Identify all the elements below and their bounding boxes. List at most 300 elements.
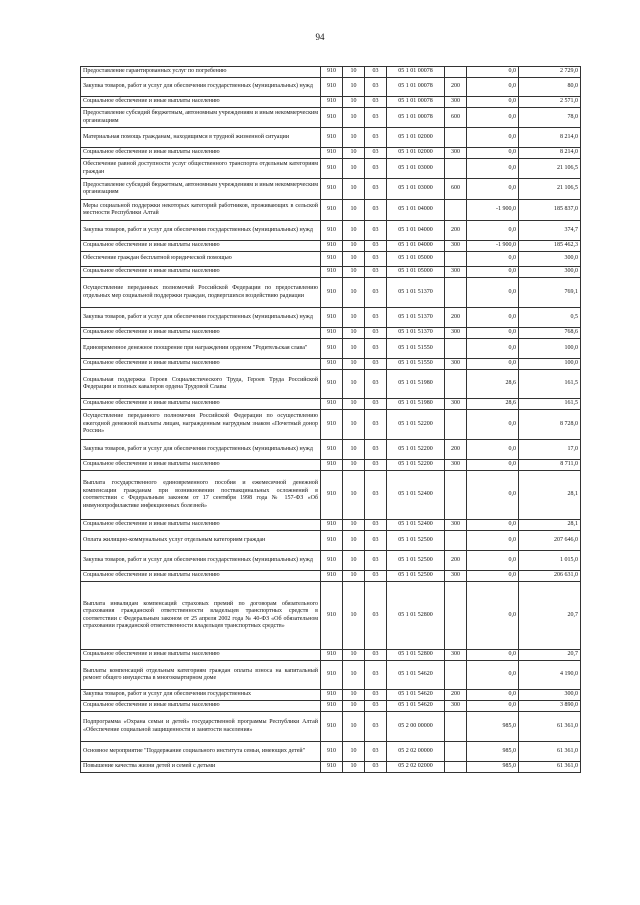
row-podrazdel: 03 [365, 108, 387, 128]
row-vedomstvo: 910 [321, 690, 343, 701]
row-name: Основное мероприятие "Поддержание социального института семьи, имеющих детей" [81, 742, 321, 762]
row-expense-type: 300 [445, 460, 467, 471]
table-row [81, 97, 581, 108]
row-razdel: 10 [343, 471, 365, 520]
row-total-amount: 2 729,0 [519, 67, 581, 78]
row-change-amount: 985,0 [467, 742, 519, 762]
row-name: Закупка товаров, работ и услуг для обеспечения государственных (муниципальных) нужд [81, 78, 321, 97]
row-podrazdel: 03 [365, 571, 387, 582]
table-row [81, 571, 581, 582]
row-vedomstvo: 910 [321, 440, 343, 460]
table-row [81, 221, 581, 241]
table-row [81, 690, 581, 701]
table-row [81, 267, 581, 278]
row-total-amount: 8 728,0 [519, 410, 581, 440]
row-podrazdel: 03 [365, 252, 387, 267]
row-vedomstvo: 910 [321, 200, 343, 221]
row-name: Закупка товаров, работ и услуг для обеспечения государственных [81, 690, 321, 701]
row-expense-type: 300 [445, 571, 467, 582]
row-vedomstvo: 910 [321, 661, 343, 690]
row-razdel: 10 [343, 267, 365, 278]
row-total-amount: 28,1 [519, 520, 581, 531]
row-expense-type: 300 [445, 241, 467, 252]
row-target-article: 05 2 02 02000 [387, 762, 445, 773]
row-podrazdel: 03 [365, 221, 387, 241]
row-podrazdel: 03 [365, 370, 387, 399]
row-podrazdel: 03 [365, 97, 387, 108]
row-razdel: 10 [343, 241, 365, 252]
row-razdel: 10 [343, 359, 365, 370]
row-expense-type: 300 [445, 97, 467, 108]
row-razdel: 10 [343, 582, 365, 650]
row-change-amount: 0,0 [467, 221, 519, 241]
row-razdel: 10 [343, 531, 365, 551]
row-total-amount: 61 361,0 [519, 762, 581, 773]
row-target-article: 05 1 01 52500 [387, 531, 445, 551]
row-vedomstvo: 910 [321, 159, 343, 179]
row-vedomstvo: 910 [321, 742, 343, 762]
row-razdel: 10 [343, 221, 365, 241]
table-row [81, 582, 581, 650]
row-expense-type: 300 [445, 520, 467, 531]
row-name: Предоставление субсидий бюджетным, автономным учреждениям и иным некоммерческим организациям [81, 179, 321, 200]
row-name: Оплата жилищно-коммунальных услуг отдельным категориям граждан [81, 531, 321, 551]
row-podrazdel: 03 [365, 67, 387, 78]
row-total-amount: 20,7 [519, 582, 581, 650]
row-total-amount: 61 361,0 [519, 742, 581, 762]
table-row [81, 359, 581, 370]
row-total-amount: 61 361,0 [519, 712, 581, 742]
row-expense-type: 300 [445, 359, 467, 370]
row-vedomstvo: 910 [321, 128, 343, 148]
row-vedomstvo: 910 [321, 551, 343, 571]
row-vedomstvo: 910 [321, 241, 343, 252]
row-expense-type: 200 [445, 221, 467, 241]
row-podrazdel: 03 [365, 159, 387, 179]
row-change-amount: 0,0 [467, 701, 519, 712]
row-name: Предоставление субсидий бюджетным, автономным учреждениям и иным некоммерческим организациям [81, 108, 321, 128]
row-expense-type [445, 278, 467, 308]
row-expense-type: 300 [445, 399, 467, 410]
row-target-article: 05 1 01 51370 [387, 328, 445, 339]
row-name: Социальное обеспечение и иные выплаты населению [81, 359, 321, 370]
row-target-article: 05 1 01 04000 [387, 241, 445, 252]
row-target-article: 05 2 00 00000 [387, 712, 445, 742]
row-expense-type [445, 762, 467, 773]
row-name: Социальная поддержка Героев Социалистического Труда, Героев Труда Российской Федерации и полных кавалеров ордена Трудовой Славы [81, 370, 321, 399]
row-vedomstvo: 910 [321, 328, 343, 339]
row-vedomstvo: 910 [321, 108, 343, 128]
row-name: Осуществление переданных полномочий Российской Федерации по предоставлению отдельных мер социальной поддержки граждан, подвергшихся воздействию радиации [81, 278, 321, 308]
row-podrazdel: 03 [365, 410, 387, 440]
row-total-amount: 1 015,0 [519, 551, 581, 571]
row-total-amount: 8 214,0 [519, 128, 581, 148]
row-expense-type: 600 [445, 179, 467, 200]
row-vedomstvo: 910 [321, 531, 343, 551]
row-razdel: 10 [343, 690, 365, 701]
row-name: Социальное обеспечение и иные выплаты населению [81, 97, 321, 108]
row-razdel: 10 [343, 410, 365, 440]
row-total-amount: 100,0 [519, 359, 581, 370]
table-body [81, 67, 581, 773]
row-podrazdel: 03 [365, 471, 387, 520]
row-razdel: 10 [343, 571, 365, 582]
row-podrazdel: 03 [365, 128, 387, 148]
row-change-amount: 0,0 [467, 328, 519, 339]
table-row [81, 701, 581, 712]
row-expense-type [445, 67, 467, 78]
row-target-article: 05 1 01 02000 [387, 148, 445, 159]
row-razdel: 10 [343, 762, 365, 773]
table-row [81, 531, 581, 551]
row-total-amount: 161,5 [519, 399, 581, 410]
row-razdel: 10 [343, 148, 365, 159]
row-total-amount: 300,0 [519, 267, 581, 278]
row-vedomstvo: 910 [321, 359, 343, 370]
row-name: Единовременное денежное поощрение при награждении орденом "Родительская слава" [81, 339, 321, 359]
row-vedomstvo: 910 [321, 97, 343, 108]
row-name: Социальное обеспечение и иные выплаты населению [81, 701, 321, 712]
row-vedomstvo: 910 [321, 221, 343, 241]
row-change-amount: 0,0 [467, 690, 519, 701]
row-expense-type [445, 339, 467, 359]
row-vedomstvo: 910 [321, 701, 343, 712]
row-total-amount: 769,1 [519, 278, 581, 308]
row-name: Социальное обеспечение и иные выплаты населению [81, 148, 321, 159]
table-row [81, 78, 581, 97]
row-name: Социальное обеспечение и иные выплаты населению [81, 571, 321, 582]
row-target-article: 05 1 01 52800 [387, 650, 445, 661]
table-row [81, 339, 581, 359]
row-total-amount: 80,0 [519, 78, 581, 97]
row-razdel: 10 [343, 97, 365, 108]
table-row [81, 159, 581, 179]
row-name: Закупка товаров, работ и услуг для обеспечения государственных (муниципальных) нужд [81, 308, 321, 328]
row-expense-type: 200 [445, 308, 467, 328]
row-change-amount: 0,0 [467, 339, 519, 359]
row-target-article: 05 1 01 00078 [387, 97, 445, 108]
row-change-amount: 0,0 [467, 267, 519, 278]
row-change-amount: 0,0 [467, 661, 519, 690]
table-row [81, 179, 581, 200]
table-row [81, 410, 581, 440]
row-expense-type: 200 [445, 690, 467, 701]
row-target-article: 05 1 01 52200 [387, 410, 445, 440]
row-podrazdel: 03 [365, 661, 387, 690]
row-razdel: 10 [343, 78, 365, 97]
row-target-article: 05 1 01 04000 [387, 200, 445, 221]
row-expense-type: 300 [445, 701, 467, 712]
row-name: Социальное обеспечение и иные выплаты населению [81, 650, 321, 661]
row-podrazdel: 03 [365, 308, 387, 328]
row-name: Социальное обеспечение и иные выплаты населению [81, 267, 321, 278]
row-change-amount: 0,0 [467, 252, 519, 267]
row-name: Закупка товаров, работ и услуг для обеспечения государственных (муниципальных) нужд [81, 221, 321, 241]
row-total-amount: 78,0 [519, 108, 581, 128]
row-change-amount: 0,0 [467, 571, 519, 582]
row-change-amount: 0,0 [467, 440, 519, 460]
row-podrazdel: 03 [365, 339, 387, 359]
row-change-amount: -1 900,0 [467, 200, 519, 221]
row-name: Материальная помощь гражданам, находящимся в трудной жизненной ситуации [81, 128, 321, 148]
row-razdel: 10 [343, 252, 365, 267]
row-podrazdel: 03 [365, 278, 387, 308]
row-total-amount: 8 711,0 [519, 460, 581, 471]
row-vedomstvo: 910 [321, 78, 343, 97]
row-vedomstvo: 910 [321, 339, 343, 359]
row-expense-type [445, 200, 467, 221]
row-razdel: 10 [343, 179, 365, 200]
row-vedomstvo: 910 [321, 571, 343, 582]
row-razdel: 10 [343, 650, 365, 661]
row-target-article: 05 1 01 52400 [387, 471, 445, 520]
table-row [81, 278, 581, 308]
row-change-amount: 0,0 [467, 108, 519, 128]
table-row [81, 551, 581, 571]
table-row [81, 370, 581, 399]
table-row [81, 308, 581, 328]
row-podrazdel: 03 [365, 701, 387, 712]
row-vedomstvo: 910 [321, 650, 343, 661]
table-row [81, 148, 581, 159]
row-podrazdel: 03 [365, 520, 387, 531]
row-razdel: 10 [343, 328, 365, 339]
row-target-article: 05 1 01 03000 [387, 159, 445, 179]
row-change-amount: 985,0 [467, 762, 519, 773]
table-row [81, 399, 581, 410]
row-total-amount: 207 646,0 [519, 531, 581, 551]
row-target-article: 05 1 01 52200 [387, 440, 445, 460]
row-target-article: 05 1 01 05000 [387, 267, 445, 278]
row-change-amount: 0,0 [467, 179, 519, 200]
row-expense-type: 200 [445, 78, 467, 97]
row-target-article: 05 1 01 51550 [387, 359, 445, 370]
row-total-amount: 300,0 [519, 690, 581, 701]
row-vedomstvo: 910 [321, 308, 343, 328]
row-vedomstvo: 910 [321, 410, 343, 440]
row-target-article: 05 1 01 00078 [387, 78, 445, 97]
row-change-amount: 0,0 [467, 128, 519, 148]
row-total-amount: 4 190,0 [519, 661, 581, 690]
row-change-amount: 0,0 [467, 460, 519, 471]
row-podrazdel: 03 [365, 690, 387, 701]
row-target-article: 05 1 01 52400 [387, 520, 445, 531]
row-change-amount: 0,0 [467, 410, 519, 440]
row-name: Закупка товаров, работ и услуг для обеспечения государственных (муниципальных) нужд [81, 440, 321, 460]
row-vedomstvo: 910 [321, 67, 343, 78]
row-name: Осуществление переданного полномочия Российской Федерации по осуществлению ежегодной денежной выплаты лицам, награжденным нагрудным знаком «Почетный донор России» [81, 410, 321, 440]
row-total-amount: 8 214,0 [519, 148, 581, 159]
row-podrazdel: 03 [365, 650, 387, 661]
row-razdel: 10 [343, 712, 365, 742]
row-total-amount: 20,7 [519, 650, 581, 661]
row-target-article: 05 1 01 51370 [387, 278, 445, 308]
row-target-article: 05 1 01 52500 [387, 551, 445, 571]
table-row [81, 67, 581, 78]
row-vedomstvo: 910 [321, 148, 343, 159]
row-podrazdel: 03 [365, 148, 387, 159]
row-target-article: 05 1 01 03000 [387, 179, 445, 200]
row-change-amount: 0,0 [467, 278, 519, 308]
row-razdel: 10 [343, 551, 365, 571]
row-expense-type: 300 [445, 650, 467, 661]
row-change-amount: 0,0 [467, 551, 519, 571]
row-razdel: 10 [343, 278, 365, 308]
row-vedomstvo: 910 [321, 582, 343, 650]
row-razdel: 10 [343, 440, 365, 460]
row-podrazdel: 03 [365, 399, 387, 410]
table-row [81, 241, 581, 252]
row-expense-type [445, 531, 467, 551]
row-podrazdel: 03 [365, 582, 387, 650]
row-total-amount: 21 106,5 [519, 159, 581, 179]
row-change-amount: 0,0 [467, 148, 519, 159]
row-name: Социальное обеспечение и иные выплаты населению [81, 241, 321, 252]
row-total-amount: 185 837,0 [519, 200, 581, 221]
row-vedomstvo: 910 [321, 520, 343, 531]
row-name: Социальное обеспечение и иные выплаты населению [81, 328, 321, 339]
row-razdel: 10 [343, 339, 365, 359]
row-name: Обеспечение граждан бесплатной юридической помощью [81, 252, 321, 267]
row-target-article: 05 1 01 51550 [387, 339, 445, 359]
row-razdel: 10 [343, 520, 365, 531]
table-row [81, 650, 581, 661]
row-expense-type [445, 370, 467, 399]
row-expense-type: 300 [445, 148, 467, 159]
row-podrazdel: 03 [365, 551, 387, 571]
row-razdel: 10 [343, 399, 365, 410]
table-row [81, 252, 581, 267]
row-target-article: 05 1 01 52500 [387, 571, 445, 582]
row-total-amount: 100,0 [519, 339, 581, 359]
table-row [81, 108, 581, 128]
row-podrazdel: 03 [365, 460, 387, 471]
row-expense-type: 300 [445, 267, 467, 278]
row-podrazdel: 03 [365, 359, 387, 370]
row-change-amount: 0,0 [467, 650, 519, 661]
row-razdel: 10 [343, 308, 365, 328]
row-change-amount: 0,0 [467, 97, 519, 108]
row-total-amount: 374,7 [519, 221, 581, 241]
row-change-amount: 0,0 [467, 159, 519, 179]
row-target-article: 05 1 01 00078 [387, 67, 445, 78]
row-name: Социальное обеспечение и иные выплаты населению [81, 399, 321, 410]
row-total-amount: 21 106,5 [519, 179, 581, 200]
row-change-amount: 985,0 [467, 712, 519, 742]
row-razdel: 10 [343, 370, 365, 399]
row-razdel: 10 [343, 200, 365, 221]
row-target-article: 05 1 01 54620 [387, 690, 445, 701]
row-change-amount: 0,0 [467, 582, 519, 650]
row-expense-type: 600 [445, 108, 467, 128]
row-expense-type [445, 471, 467, 520]
row-target-article: 05 1 01 54620 [387, 661, 445, 690]
row-target-article: 05 1 01 02000 [387, 128, 445, 148]
row-podrazdel: 03 [365, 241, 387, 252]
row-podrazdel: 03 [365, 440, 387, 460]
budget-table [80, 66, 581, 773]
row-razdel: 10 [343, 460, 365, 471]
row-name: Выплаты компенсаций отдельным категориям граждан оплаты взноса на капитальный ремонт общего имущества в многоквартирном доме [81, 661, 321, 690]
row-change-amount: 0,0 [467, 520, 519, 531]
row-total-amount: 206 631,0 [519, 571, 581, 582]
row-vedomstvo: 910 [321, 278, 343, 308]
row-change-amount: 28,6 [467, 370, 519, 399]
row-total-amount: 2 571,0 [519, 97, 581, 108]
row-expense-type: 200 [445, 551, 467, 571]
row-name: Выплата государственного единовременного пособия и ежемесячной денежной компенсации гражданам при возникновении поствакцинальных осложнений в соответствии с Федеральным законом от 17 сентября 1998 года № 157-ФЗ «Об иммунопрофилактике инфекционных болезней» [81, 471, 321, 520]
row-podrazdel: 03 [365, 179, 387, 200]
row-expense-type [445, 128, 467, 148]
row-vedomstvo: 910 [321, 267, 343, 278]
row-vedomstvo: 910 [321, 712, 343, 742]
table-row [81, 328, 581, 339]
row-change-amount: 28,6 [467, 399, 519, 410]
row-total-amount: 768,6 [519, 328, 581, 339]
row-podrazdel: 03 [365, 742, 387, 762]
row-change-amount: -1 900,0 [467, 241, 519, 252]
row-razdel: 10 [343, 159, 365, 179]
row-vedomstvo: 910 [321, 460, 343, 471]
table-row [81, 128, 581, 148]
row-name: Выплата инвалидам компенсаций страховых премий по договорам обязательного страхования гражданской ответственности владельцев транспортных средств в соответствии с Федеральным законом от 25 апреля 2002 года № 40-ФЗ «Об обязательном страховании гражданской ответственности владельцев транспортных средств» [81, 582, 321, 650]
row-vedomstvo: 910 [321, 179, 343, 200]
row-change-amount: 0,0 [467, 78, 519, 97]
row-total-amount: 17,0 [519, 440, 581, 460]
row-expense-type [445, 661, 467, 690]
row-name: Обеспечение равной доступности услуг общественного транспорта отдельным категориям граждан [81, 159, 321, 179]
row-podrazdel: 03 [365, 78, 387, 97]
row-change-amount: 0,0 [467, 359, 519, 370]
row-podrazdel: 03 [365, 267, 387, 278]
row-razdel: 10 [343, 661, 365, 690]
row-expense-type [445, 252, 467, 267]
row-change-amount: 0,0 [467, 471, 519, 520]
row-expense-type: 200 [445, 440, 467, 460]
row-name: Социальное обеспечение и иные выплаты населению [81, 520, 321, 531]
row-target-article: 05 1 01 05000 [387, 252, 445, 267]
row-vedomstvo: 910 [321, 399, 343, 410]
row-target-article: 05 1 01 51370 [387, 308, 445, 328]
row-podrazdel: 03 [365, 531, 387, 551]
row-name: Повышение качества жизни детей и семей с детьми [81, 762, 321, 773]
row-expense-type [445, 712, 467, 742]
row-vedomstvo: 910 [321, 471, 343, 520]
table-row [81, 520, 581, 531]
row-target-article: 05 1 01 52800 [387, 582, 445, 650]
row-vedomstvo: 910 [321, 370, 343, 399]
row-target-article: 05 1 01 00078 [387, 108, 445, 128]
row-expense-type: 300 [445, 328, 467, 339]
row-target-article: 05 1 01 54620 [387, 701, 445, 712]
row-razdel: 10 [343, 108, 365, 128]
row-total-amount: 185 462,3 [519, 241, 581, 252]
row-expense-type [445, 582, 467, 650]
table-row [81, 460, 581, 471]
table-row [81, 661, 581, 690]
row-total-amount: 0,5 [519, 308, 581, 328]
row-name: Социальное обеспечение и иные выплаты населению [81, 460, 321, 471]
row-expense-type [445, 410, 467, 440]
row-razdel: 10 [343, 742, 365, 762]
row-name: Предоставление гарантированных услуг по погребению [81, 67, 321, 78]
row-name: Подпрограмма «Охрана семьи и детей» государственной программы Республики Алтай «Обеспечение социальной защищенности и занятости населения» [81, 712, 321, 742]
row-podrazdel: 03 [365, 200, 387, 221]
row-podrazdel: 03 [365, 328, 387, 339]
row-target-article: 05 1 01 51980 [387, 370, 445, 399]
row-change-amount: 0,0 [467, 308, 519, 328]
table-row [81, 762, 581, 773]
